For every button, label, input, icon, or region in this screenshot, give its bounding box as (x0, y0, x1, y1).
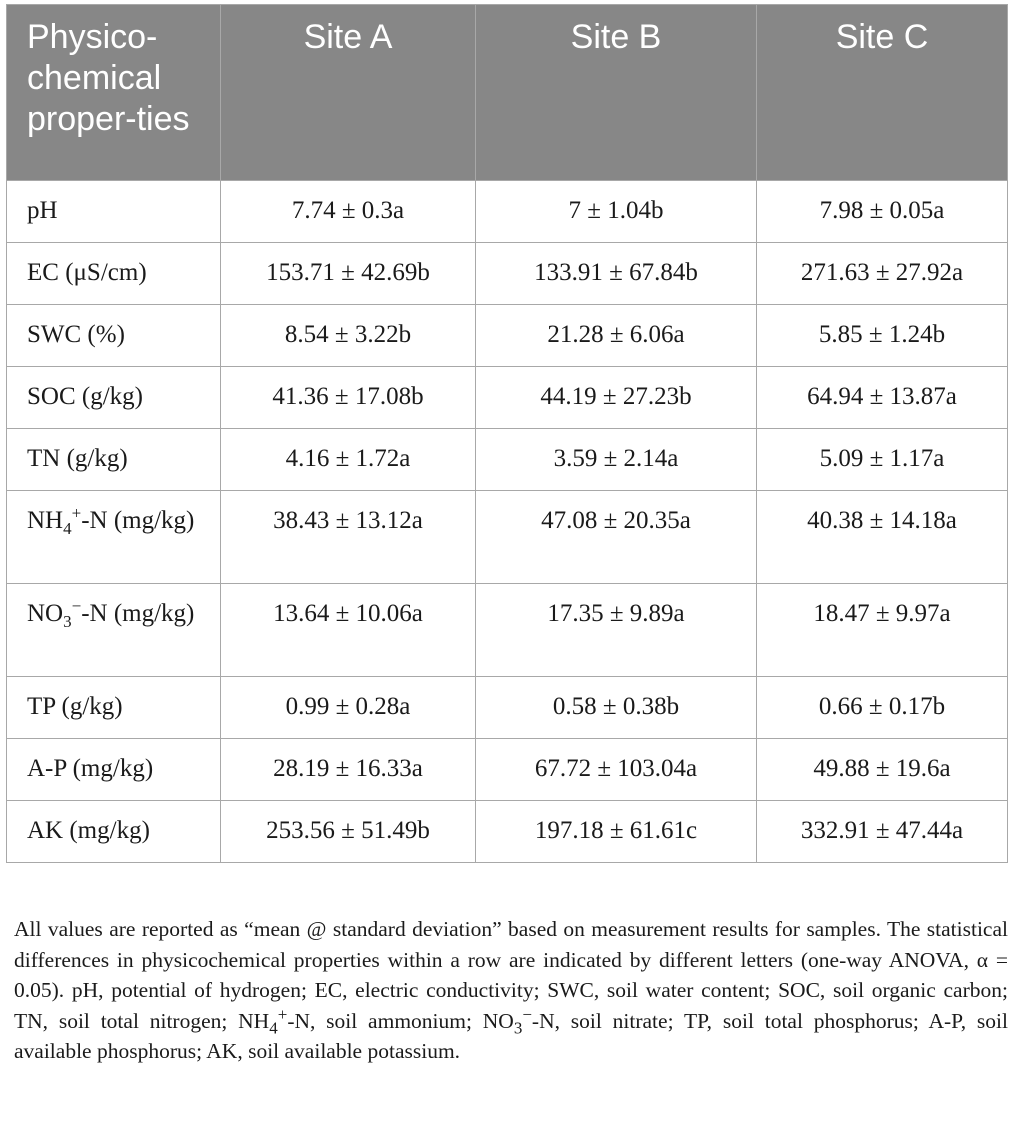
site-a-value: 41.36 ± 17.08b (221, 367, 476, 429)
site-b-value: 21.28 ± 6.06a (476, 305, 757, 367)
site-a-value: 28.19 ± 16.33a (221, 739, 476, 801)
site-c-value: 271.63 ± 27.92a (757, 243, 1008, 305)
table-footnote (14, 914, 1008, 1067)
label-sup: − (71, 596, 82, 616)
table-row (7, 677, 1008, 739)
row-label: pH (7, 181, 221, 243)
table-row (7, 305, 1008, 367)
row-label: TN (g/kg) (7, 429, 221, 491)
site-c-value: 64.94 ± 13.87a (757, 367, 1008, 429)
table-row (7, 429, 1008, 491)
site-a-value: 153.71 ± 42.69b (221, 243, 476, 305)
site-a-value: 0.99 ± 0.28a (221, 677, 476, 739)
site-b-value: 47.08 ± 20.35a (476, 491, 757, 584)
table-row (7, 491, 1008, 584)
site-b-value: 3.59 ± 2.14a (476, 429, 757, 491)
site-b-value: 17.35 ± 9.89a (476, 584, 757, 677)
site-a-value: 4.16 ± 1.72a (221, 429, 476, 491)
footnote-nh-post: -N, soil ammonium; (287, 1008, 483, 1033)
site-c-value: 5.09 ± 1.17a (757, 429, 1008, 491)
site-a-value: 253.56 ± 51.49b (221, 801, 476, 863)
site-a-value: 38.43 ± 13.12a (221, 491, 476, 584)
properties-table (6, 4, 1008, 863)
table-row (7, 367, 1008, 429)
site-b-value: 67.72 ± 103.04a (476, 739, 757, 801)
table-row (7, 243, 1008, 305)
row-label: AK (mg/kg) (7, 801, 221, 863)
footnote-nh-sup: + (277, 1004, 288, 1024)
row-label (7, 491, 221, 584)
site-b-value: 133.91 ± 67.84b (476, 243, 757, 305)
footnote-nh-sub: 4 (269, 1017, 278, 1037)
footnote-no-pre: NO (482, 1008, 514, 1033)
site-c-value: 40.38 ± 14.18a (757, 491, 1008, 584)
site-b-value: 0.58 ± 0.38b (476, 677, 757, 739)
site-c-value: 7.98 ± 0.05a (757, 181, 1008, 243)
site-a-value: 13.64 ± 10.06a (221, 584, 476, 677)
label-sub: 4 (63, 519, 72, 538)
table-row (7, 584, 1008, 677)
site-b-value: 7 ± 1.04b (476, 181, 757, 243)
header-property: Physico-chemical proper-ties (7, 5, 221, 181)
label-pre: NO (27, 600, 64, 627)
label-post: -N (mg/kg) (81, 507, 195, 534)
label-sup: + (71, 503, 82, 523)
label-post: -N (mg/kg) (81, 600, 195, 627)
site-c-value: 49.88 ± 19.6a (757, 739, 1008, 801)
site-c-value: 18.47 ± 9.97a (757, 584, 1008, 677)
header-site-c: Site C (757, 5, 1008, 181)
header-row (7, 5, 1008, 181)
header-site-b: Site B (476, 5, 757, 181)
site-a-value: 8.54 ± 3.22b (221, 305, 476, 367)
header-site-a: Site A (221, 5, 476, 181)
site-b-value: 197.18 ± 61.61c (476, 801, 757, 863)
row-label: A-P (mg/kg) (7, 739, 221, 801)
footnote-no-sup: − (522, 1004, 532, 1024)
footnote-text: All values are reported as “mean @ standard deviation” based on measurement results for samples. The statistical differences in physicochemical properties within a row are indicated by different letters (one-way ANOVA, α = 0.05). pH, potential of hydrogen; EC, electric conductivity; SWC, soil water content; SOC, soil organic carbon; TN, soil total nitrogen; (14, 917, 1008, 1033)
table-row (7, 801, 1008, 863)
footnote-no-sub: 3 (513, 1017, 523, 1037)
footnote-text-end: -N, soil nitrate; TP, soil total phosphorus; A-P, soil available phosphorus; AK, soil available potassium. (14, 1008, 1008, 1063)
row-label: TP (g/kg) (7, 677, 221, 739)
label-pre: NH (27, 507, 64, 534)
table-row (7, 739, 1008, 801)
site-c-value: 332.91 ± 47.44a (757, 801, 1008, 863)
label-sub: 3 (63, 612, 72, 631)
table-row (7, 181, 1008, 243)
site-c-value: 0.66 ± 0.17b (757, 677, 1008, 739)
site-c-value: 5.85 ± 1.24b (757, 305, 1008, 367)
site-b-value: 44.19 ± 27.23b (476, 367, 757, 429)
row-label: SWC (%) (7, 305, 221, 367)
row-label (7, 584, 221, 677)
site-a-value: 7.74 ± 0.3a (221, 181, 476, 243)
footnote-nh-pre: NH (238, 1008, 270, 1033)
row-label: EC (μS/cm) (7, 243, 221, 305)
row-label: SOC (g/kg) (7, 367, 221, 429)
